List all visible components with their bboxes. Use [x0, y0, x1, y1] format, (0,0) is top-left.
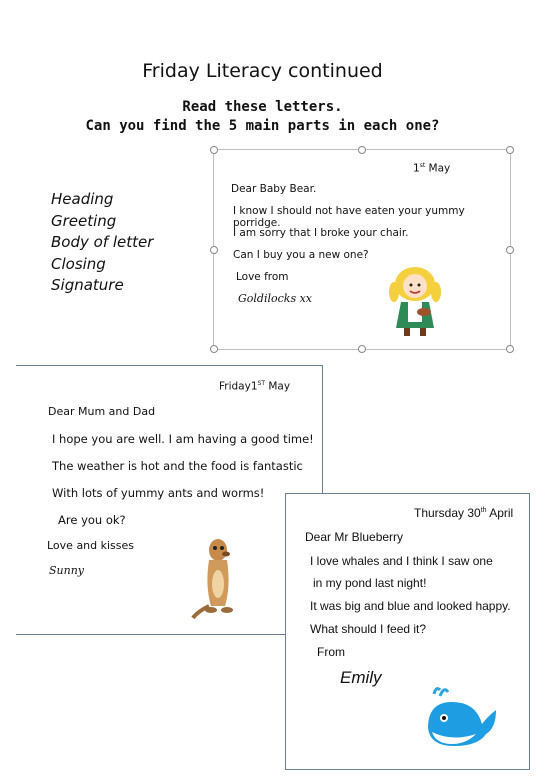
resize-handle[interactable] [210, 246, 218, 254]
letter-closing: Love from [236, 271, 289, 283]
letter-date: Friday1ST May [219, 380, 291, 393]
letter-body-line: What should I feed it? [310, 622, 427, 636]
letter-body-line: The weather is hot and the food is fantastic [52, 459, 303, 473]
letter-body-line: With lots of yummy ants and worms! [52, 486, 265, 500]
letter-closing: Love and kisses [47, 539, 135, 552]
letter-emily [285, 493, 530, 770]
letter-body-line: Can I buy you a new one? [233, 249, 369, 261]
whale-icon [422, 686, 502, 752]
resize-handle[interactable] [358, 345, 366, 353]
resize-handle[interactable] [210, 146, 218, 154]
resize-handle[interactable] [358, 146, 366, 154]
letter-body-line: It was big and blue and looked happy. [310, 599, 511, 613]
part-closing: Closing [51, 254, 106, 273]
letter-signature: Sunny [49, 564, 85, 577]
letter-signature: Emily [340, 668, 382, 687]
letter-body-line: I know I should not have eaten your yummy porridge. [233, 205, 465, 229]
resize-handle[interactable] [210, 345, 218, 353]
instruction-line-2: Can you find the 5 main parts in each one? [85, 118, 440, 134]
letter-date: 1st May [413, 162, 451, 175]
letter-body-line: in my pond last night! [313, 576, 427, 590]
letter-date: Thursday 30th April [414, 506, 514, 520]
page-title: Friday Literacy continued [142, 60, 383, 82]
meerkat-icon [189, 536, 241, 620]
part-body: Body of letter [51, 233, 154, 252]
letter-greeting: Dear Baby Bear. [231, 183, 317, 195]
part-greeting: Greeting [51, 211, 117, 230]
part-heading: Heading [51, 190, 114, 208]
letter-signature: Goldilocks xx [238, 292, 313, 305]
letter-parts-list [51, 189, 153, 297]
letter-sunny [16, 365, 323, 635]
letter-body-line: I love whales and I think I saw one [310, 554, 493, 568]
letter-greeting: Dear Mr Blueberry [305, 530, 404, 544]
letter-greeting: Dear Mum and Dad [48, 405, 156, 418]
resize-handle[interactable] [506, 146, 514, 154]
part-signature: Signature [51, 276, 124, 295]
resize-handle[interactable] [506, 345, 514, 353]
letter-body-line: Are you ok? [58, 513, 126, 527]
instruction-line-1: Read these letters. [182, 99, 343, 115]
resize-handle[interactable] [506, 246, 514, 254]
letter-body-line: I am sorry that I broke your chair. [233, 227, 409, 239]
letter-body-line: I hope you are well. I am having a good time! [52, 432, 314, 446]
letter-goldilocks[interactable] [213, 149, 511, 350]
letter-closing: From [317, 645, 345, 659]
goldilocks-icon [386, 262, 444, 338]
